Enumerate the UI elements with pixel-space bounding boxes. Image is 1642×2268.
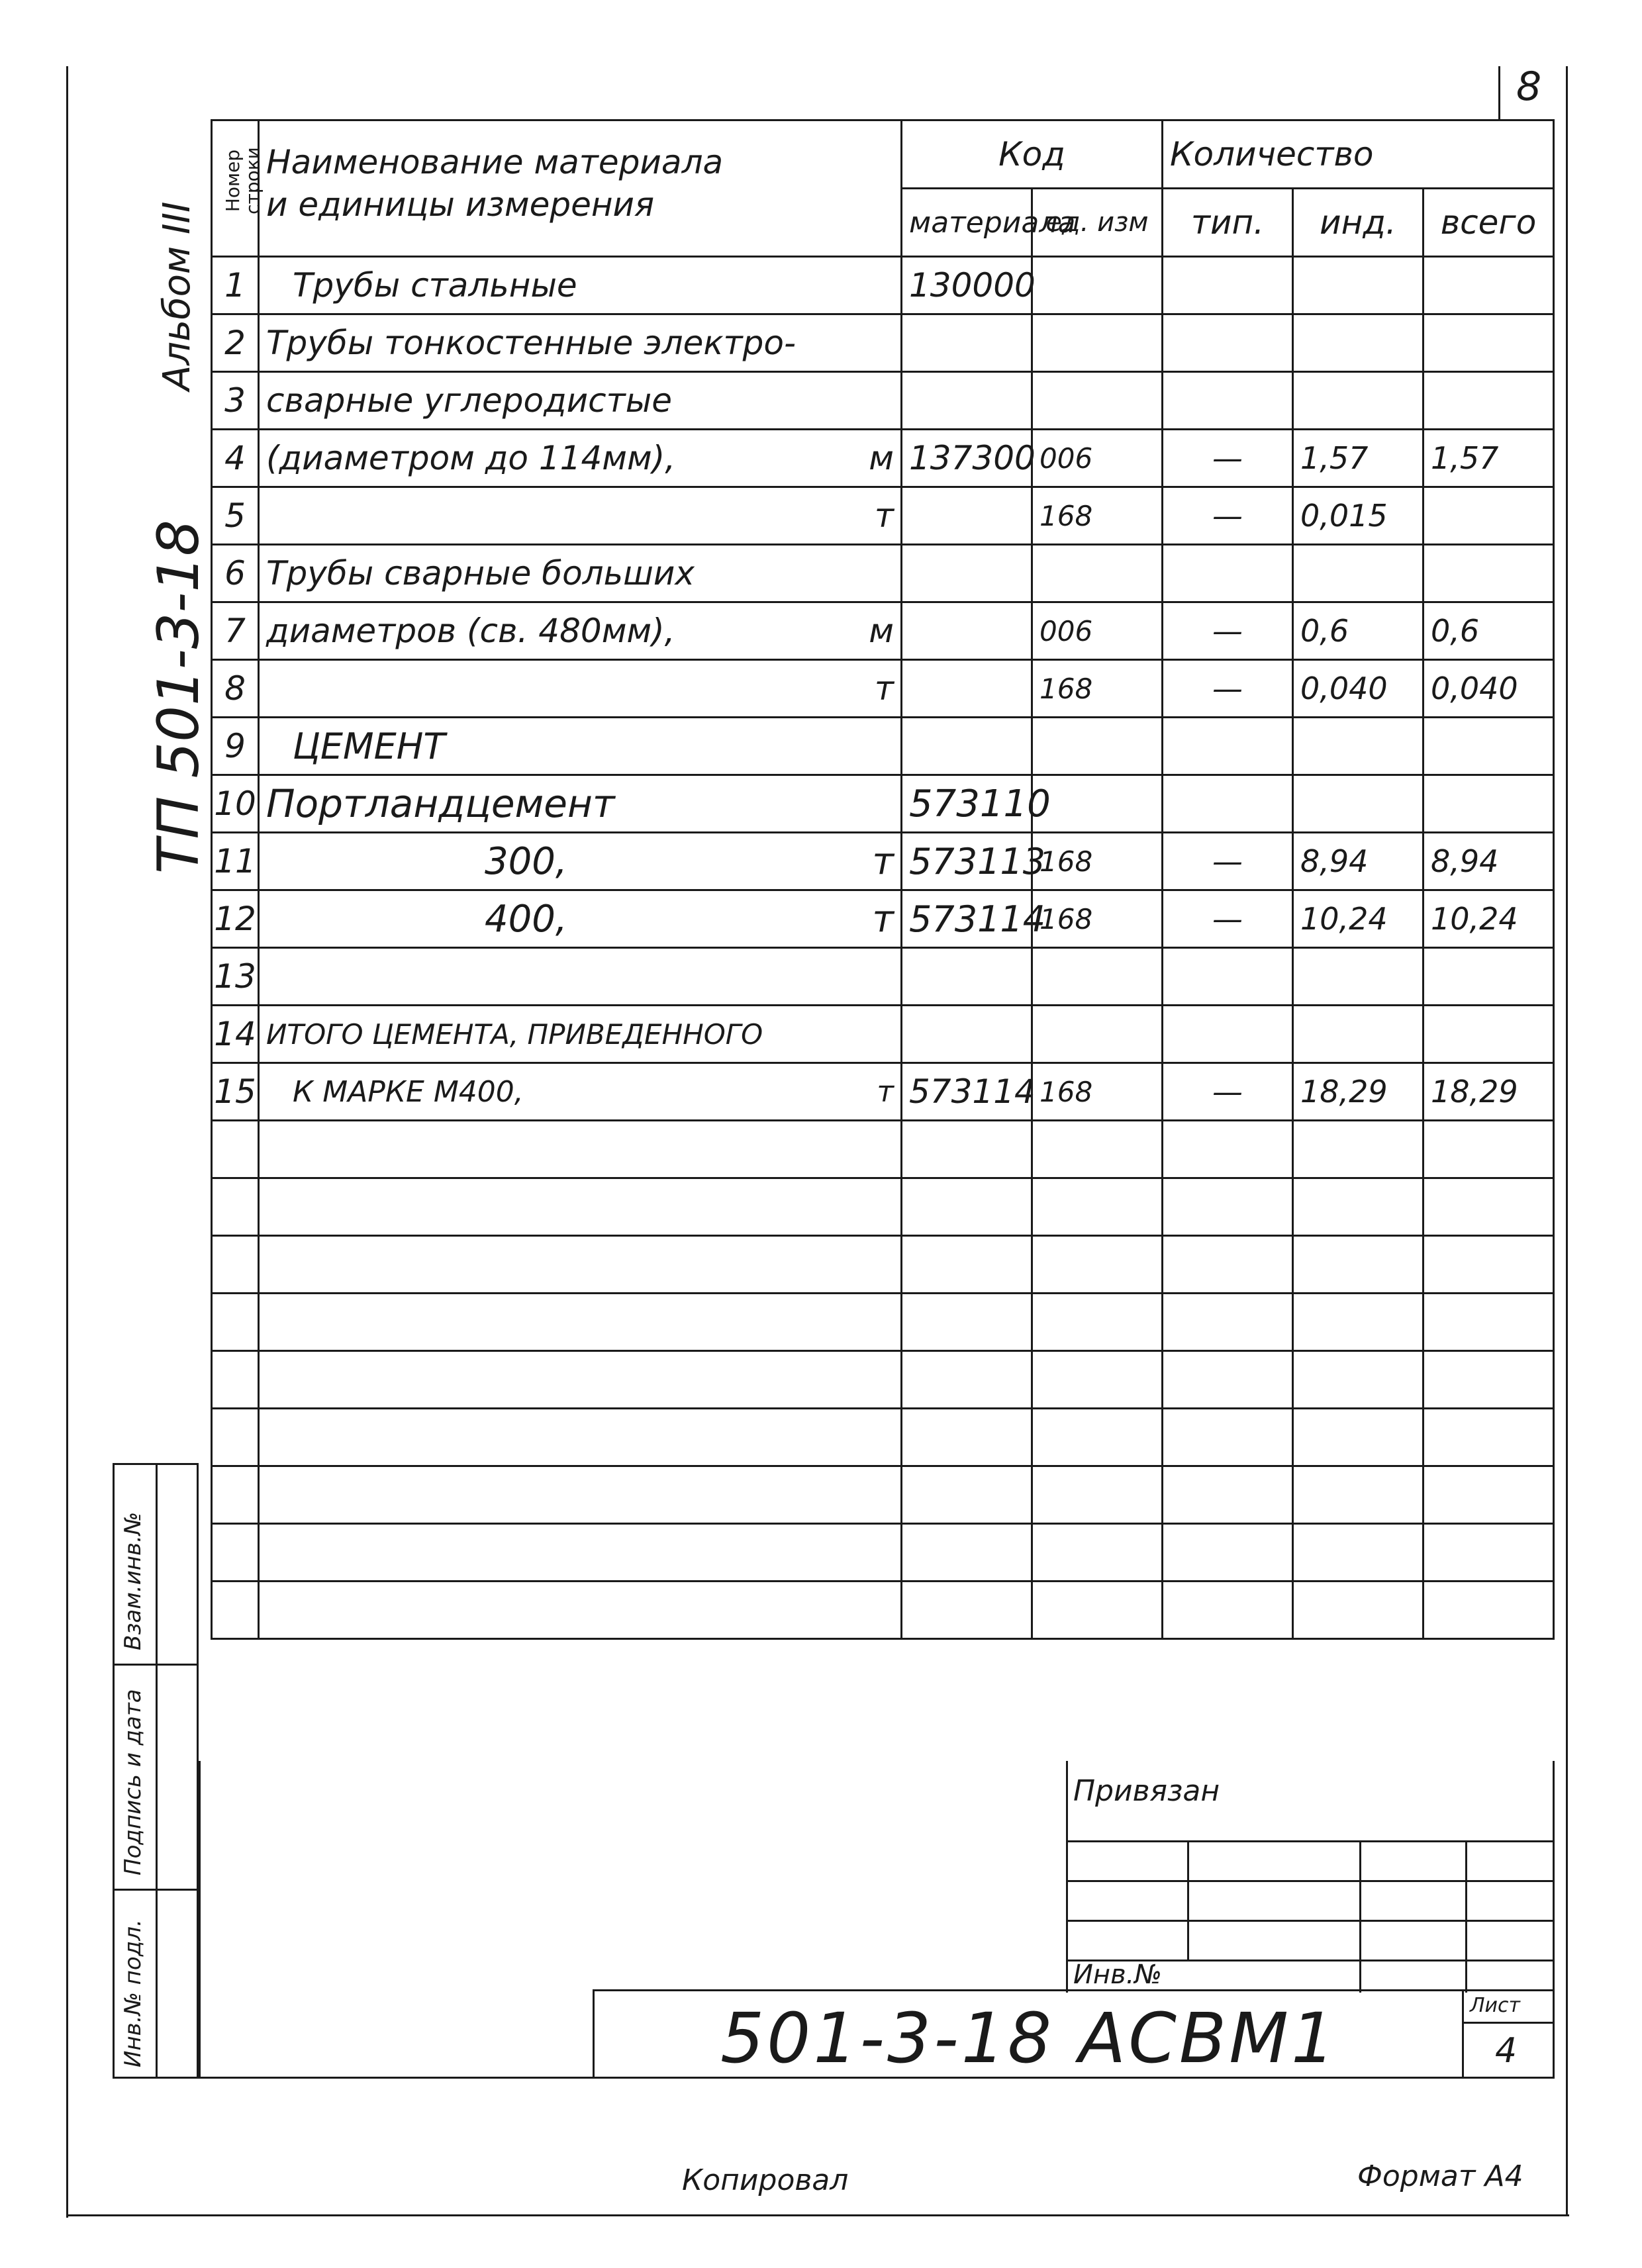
ind-header: инд. <box>1293 189 1424 257</box>
table-row: 8 т 168 — 0,040 0,040 <box>212 660 1554 718</box>
row-number-header: Номер строки <box>212 120 259 257</box>
sheet-label: Лист <box>1470 1994 1521 2017</box>
table-row: 9 ЦЕМЕНТ <box>212 718 1554 775</box>
empty-row <box>212 1121 1554 1178</box>
total-header: всего <box>1424 189 1554 257</box>
left-side-stamp <box>113 1463 199 2079</box>
unit-header: ед. изм <box>1032 189 1163 257</box>
frame-bottom-border <box>66 2214 1569 2216</box>
lower-frame-left <box>199 1761 201 2079</box>
table-row: 13 <box>212 948 1554 1006</box>
frame-left-border <box>66 66 68 2218</box>
project-code-label: ТП 501-3-18 <box>146 520 212 874</box>
empty-row <box>212 1294 1554 1351</box>
table-row: 11 300, т 573113 168 — 8,94 8,94 <box>212 833 1554 890</box>
sheet-number: 4 <box>1495 2031 1518 2071</box>
material-name-header: Наименование материала и единицы измерения <box>259 120 902 257</box>
frame-right-border <box>1566 66 1568 2214</box>
material-code-header: материала <box>902 189 1032 257</box>
designation-box <box>593 1989 1555 2079</box>
table-row: 14 ИТОГО ЦЕМЕНТА, ПРИВЕДЕННОГО <box>212 1006 1554 1063</box>
empty-row <box>212 1236 1554 1294</box>
quantity-header: Количество <box>1163 120 1554 189</box>
page-number: 8 <box>1516 64 1542 110</box>
title-block <box>1066 1761 1555 1993</box>
table-row: 12 400, т 573114 168 — 10,24 10,24 <box>212 890 1554 948</box>
table-row: 10 Портландцемент 573110 <box>212 775 1554 833</box>
page-number-divider <box>1498 66 1500 119</box>
empty-row <box>212 1524 1554 1582</box>
table-row: 4 (диаметром до 114мм), м 137300 006 — 1,57 1,57 <box>212 430 1554 487</box>
empty-row <box>212 1178 1554 1236</box>
album-label: Альбом III <box>156 201 199 391</box>
table-row: 1 Трубы стальные 130000 <box>212 257 1554 314</box>
signature-date-label: Подпись и дата <box>120 1689 146 1875</box>
inv-no-label: Инв.№ <box>1073 1960 1162 1990</box>
document-designation: 501-3-18 АСВМ1 <box>720 1998 1338 2079</box>
copied-by-label: Копировал <box>682 2163 849 2197</box>
empty-row <box>212 1582 1554 1639</box>
table-row: 3 сварные углеродистые <box>212 372 1554 430</box>
table-row: 15 К МАРКЕ М400, т 573114 168 — 18,29 18,29 <box>212 1063 1554 1121</box>
code-header: Код <box>902 120 1163 189</box>
typ-header: тип. <box>1163 189 1293 257</box>
empty-row <box>212 1351 1554 1409</box>
empty-row <box>212 1409 1554 1466</box>
privyazan-label: Привязан <box>1073 1774 1220 1808</box>
format-label: Формат А4 <box>1357 2159 1523 2193</box>
materials-table <box>211 119 1555 1761</box>
table-row: 2 Трубы тонкостенные электро- <box>212 314 1554 372</box>
table-row: 7 диаметров (св. 480мм), м 006 — 0,6 0,6 <box>212 602 1554 660</box>
table-row: 6 Трубы сварные больших <box>212 545 1554 602</box>
empty-row <box>212 1466 1554 1524</box>
vzam-inv-label: Взам.инв.№ <box>120 1511 146 1650</box>
table-row: 5 т 168 — 0,015 <box>212 487 1554 545</box>
inv-podl-label: Инв.№ подл. <box>120 1919 146 2067</box>
